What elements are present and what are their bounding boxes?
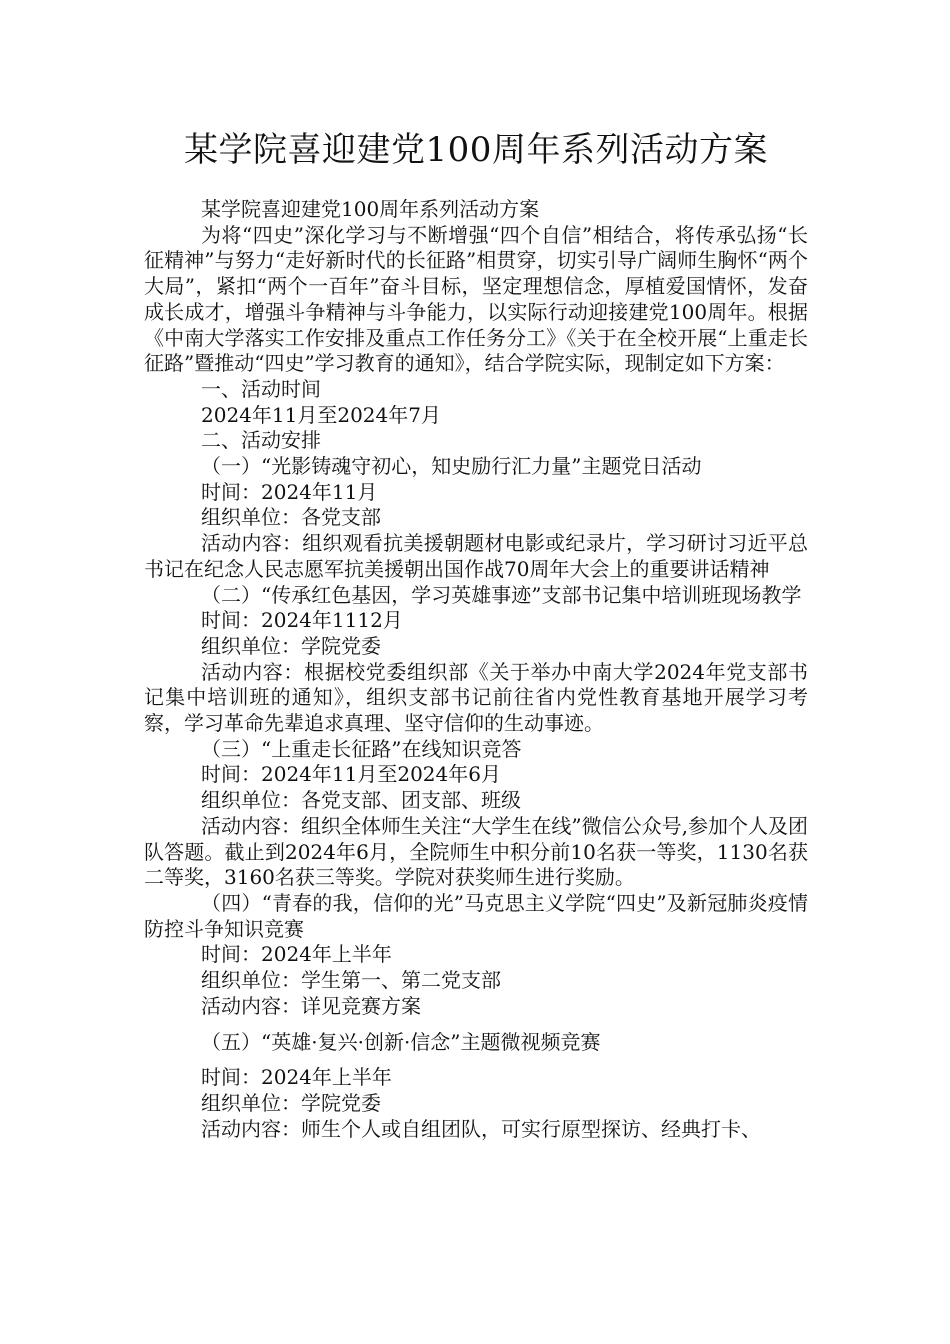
activity-2-content: 活动内容：根据校党委组织部《关于举办中南大学2024年党支部书记集中培训班的通知》，组织支部书记前往省内党性教育基地开展学习考察，学习革命先辈追求真理、坚守信仰的生动事迹。	[144, 659, 808, 736]
activity-3-time: 时间：2024年11月至2024年6月	[201, 762, 501, 787]
activity-4-content: 活动内容：详见竞赛方案	[201, 993, 421, 1018]
activity-5-heading: （五）“英雄·复兴·创新·信念”主题微视频竞赛	[201, 1029, 601, 1054]
subtitle-line: 某学院喜迎建党100周年系列活动方案	[201, 197, 540, 221]
section-heading-time: 一、活动时间	[201, 376, 321, 401]
activity-4-heading: （四）“青春的我，信仰的光”马克思主义学院“四史”及新冠肺炎疫情防控斗争知识竞赛	[144, 890, 808, 941]
document-page	[144, 125, 808, 1142]
activity-1-content: 活动内容：组织观看抗美援朝题材电影或纪录片，学习研讨习近平总书记在纪念人民志愿军抗美援朝出国作战70周年大会上的重要讲话精神	[144, 531, 808, 581]
activity-3-organizer: 组织单位：各党支部、团支部、班级	[201, 788, 521, 813]
activity-3-heading: （三）“上重走长征路”在线知识竞答	[201, 736, 522, 761]
activity-1-heading: （一）“光影铸魂守初心，知史励行汇力量”主题党日活动	[201, 454, 702, 479]
document-title: 某学院喜迎建党100周年系列活动方案	[184, 130, 768, 170]
section-heading-arrangement: 二、活动安排	[201, 428, 321, 453]
activity-2-organizer: 组织单位：学院党委	[201, 633, 381, 658]
activity-1-time: 时间：2024年11月	[201, 479, 378, 504]
activity-4-organizer: 组织单位：学生第一、第二党支部	[201, 968, 501, 993]
activity-1-organizer: 组织单位：各党支部	[201, 505, 381, 530]
activity-5-organizer: 组织单位：学院党委	[201, 1090, 381, 1115]
activity-4-time: 时间：2024年上半年	[201, 942, 392, 967]
activity-2-heading: （二）“传承红色基因，学习英雄事迹”支部书记集中培训班现场教学	[201, 582, 802, 607]
activity-3-content: 活动内容：组织全体师生关注“大学生在线”微信公众号,参加个人及团队答题。截止到2024年6月，全院师生中积分前10名获一等奖，1130名获二等奖，3160名获三等奖。学院对获奖师生进行奖励。	[144, 813, 808, 890]
activity-5-content: 活动内容：师生个人或自组团队，可实行原型探访、经典打卡、	[201, 1116, 761, 1141]
intro-paragraph: 为将“四史”深化学习与不断增强“四个自信”相结合，将传承弘扬“长征精神”与努力“走好新时代的长征路”相贯穿，切实引导广阔师生胸怀“两个大局”，紧扣“两个一百年”奋斗目标，坚定理想信念，厚植爱国情怀，发奋成长成才，增强斗争精神与斗争能力，以实际行动迎接建党100周年。根据《中南大学落实工作安排及重点工作任务分工》《关于在全校开展“上重走长征路”暨推动“四史”学习教育的通知》，结合学院实际，现制定如下方案：	[144, 222, 808, 376]
activity-5-time: 时间：2024年上半年	[201, 1065, 392, 1090]
activity-period: 2024年11月至2024年7月	[201, 402, 441, 427]
activity-2-time: 时间：2024年1112月	[201, 608, 403, 633]
